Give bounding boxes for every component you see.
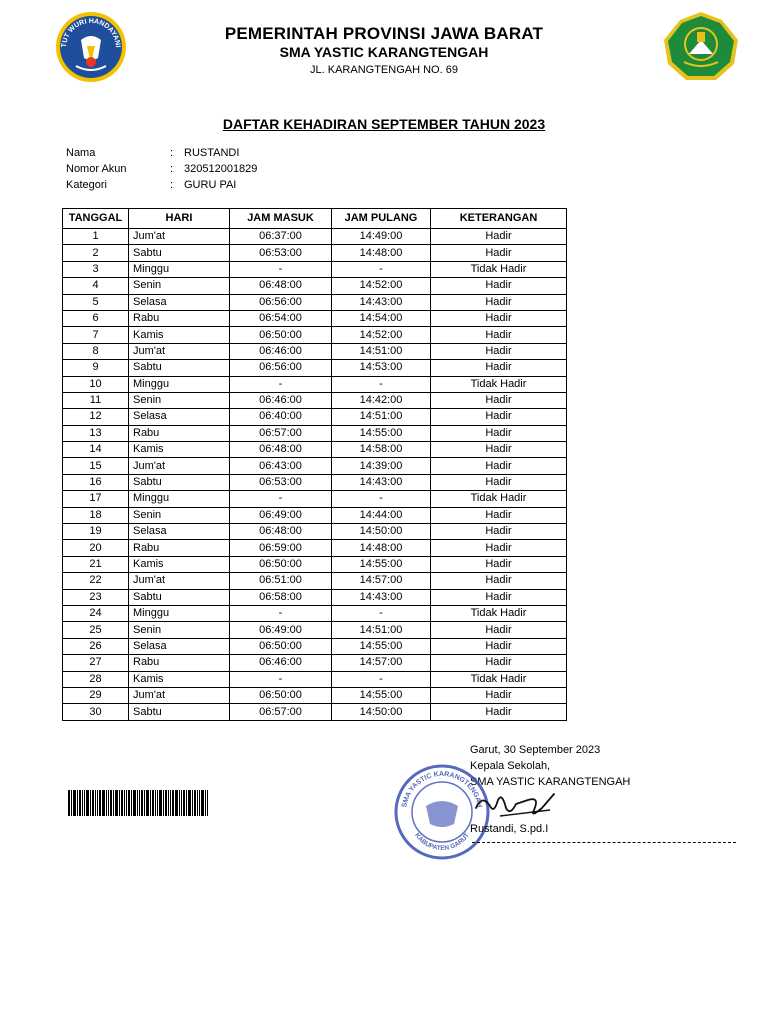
cell-tanggal: 13: [63, 425, 129, 441]
cell-jam-masuk: -: [230, 605, 332, 621]
school-address: JL. KARANGTENGAH NO. 69: [310, 64, 458, 76]
cell-tanggal: 6: [63, 310, 129, 326]
table-row: [63, 605, 567, 621]
info-row-nomor-akun: [66, 163, 257, 179]
cell-keterangan: Hadir: [431, 343, 567, 359]
stamp-text: SMA YASTIC KARANGTENGAH: [401, 770, 483, 809]
cell-tanggal: 3: [63, 261, 129, 277]
table-row: [63, 245, 567, 261]
cell-hari: Kamis: [129, 671, 230, 687]
column-header-jam-masuk: JAM MASUK: [230, 209, 332, 229]
cell-hari: Selasa: [129, 524, 230, 540]
cell-keterangan: Tidak Hadir: [431, 261, 567, 277]
cell-keterangan: Hadir: [431, 556, 567, 572]
info-row-nama: [66, 147, 239, 163]
cell-hari: Selasa: [129, 638, 230, 654]
cell-keterangan: Hadir: [431, 392, 567, 408]
cell-jam-masuk: -: [230, 376, 332, 392]
table-row: [63, 474, 567, 490]
table-row: [63, 360, 567, 376]
cell-tanggal: 14: [63, 442, 129, 458]
cell-keterangan: Hadir: [431, 442, 567, 458]
cell-jam-pulang: 14:57:00: [332, 655, 431, 671]
table-row: [63, 409, 567, 425]
cell-keterangan: Hadir: [431, 229, 567, 245]
cell-tanggal: 11: [63, 392, 129, 408]
cell-keterangan: Hadir: [431, 573, 567, 589]
cell-jam-masuk: 06:40:00: [230, 409, 332, 425]
cell-tanggal: 29: [63, 687, 129, 703]
cell-jam-masuk: 06:57:00: [230, 425, 332, 441]
cell-jam-pulang: -: [332, 376, 431, 392]
cell-tanggal: 27: [63, 655, 129, 671]
cell-hari: Rabu: [129, 310, 230, 326]
government-title: PEMERINTAH PROVINSI JAWA BARAT: [224, 24, 544, 43]
table-row: [63, 343, 567, 359]
cell-jam-pulang: 14:51:00: [332, 343, 431, 359]
cell-keterangan: Hadir: [431, 294, 567, 310]
cell-hari: Jum'at: [129, 573, 230, 589]
cell-keterangan: Hadir: [431, 458, 567, 474]
cell-jam-pulang: 14:50:00: [332, 524, 431, 540]
cell-tanggal: 23: [63, 589, 129, 605]
cell-hari: Senin: [129, 278, 230, 294]
cell-jam-pulang: 14:44:00: [332, 507, 431, 523]
cell-keterangan: Hadir: [431, 655, 567, 671]
cell-jam-pulang: 14:52:00: [332, 327, 431, 343]
cell-tanggal: 21: [63, 556, 129, 572]
cell-jam-pulang: 14:43:00: [332, 589, 431, 605]
cell-tanggal: 22: [63, 573, 129, 589]
cell-jam-pulang: 14:58:00: [332, 442, 431, 458]
cell-jam-masuk: 06:48:00: [230, 442, 332, 458]
cell-jam-pulang: 14:55:00: [332, 687, 431, 703]
cell-keterangan: Tidak Hadir: [431, 491, 567, 507]
table-row: [63, 671, 567, 687]
table-row: [63, 229, 567, 245]
table-row: [63, 294, 567, 310]
table-row: [63, 310, 567, 326]
cell-jam-pulang: 14:48:00: [332, 540, 431, 556]
cell-hari: Jum'at: [129, 458, 230, 474]
table-row: [63, 638, 567, 654]
cell-jam-pulang: 14:48:00: [332, 245, 431, 261]
table-row: [63, 589, 567, 605]
cell-hari: Sabtu: [129, 474, 230, 490]
cell-tanggal: 5: [63, 294, 129, 310]
cell-jam-masuk: 06:56:00: [230, 360, 332, 376]
cell-jam-masuk: 06:43:00: [230, 458, 332, 474]
table-row: [63, 261, 567, 277]
table-row: [63, 278, 567, 294]
info-value: 320512001829: [184, 163, 258, 175]
cell-hari: Jum'at: [129, 687, 230, 703]
cell-jam-masuk: 06:50:00: [230, 556, 332, 572]
info-colon: :: [170, 147, 174, 159]
cell-jam-masuk: 06:54:00: [230, 310, 332, 326]
cell-jam-pulang: 14:50:00: [332, 704, 431, 720]
cell-hari: Kamis: [129, 556, 230, 572]
cell-hari: Rabu: [129, 425, 230, 441]
info-value: RUSTANDI: [184, 147, 240, 159]
cell-tanggal: 9: [63, 360, 129, 376]
cell-jam-pulang: 14:39:00: [332, 458, 431, 474]
document-title: DAFTAR KEHADIRAN SEPTEMBER TAHUN 2023: [222, 116, 546, 132]
cell-jam-pulang: 14:55:00: [332, 556, 431, 572]
cell-keterangan: Hadir: [431, 622, 567, 638]
cell-jam-pulang: 14:54:00: [332, 310, 431, 326]
cell-hari: Rabu: [129, 540, 230, 556]
table-row: [63, 458, 567, 474]
cell-jam-pulang: 14:49:00: [332, 229, 431, 245]
cell-jam-masuk: 06:49:00: [230, 507, 332, 523]
cell-keterangan: Hadir: [431, 425, 567, 441]
cell-hari: Sabtu: [129, 245, 230, 261]
cell-tanggal: 8: [63, 343, 129, 359]
attendance-table: [62, 208, 567, 721]
cell-jam-masuk: 06:37:00: [230, 229, 332, 245]
cell-jam-masuk: 06:46:00: [230, 392, 332, 408]
cell-jam-masuk: -: [230, 671, 332, 687]
info-value: GURU PAI: [184, 179, 237, 191]
cell-jam-pulang: -: [332, 605, 431, 621]
table-row: [63, 327, 567, 343]
stamp-bottom-text: KABUPATEN GARUT: [413, 831, 471, 853]
cell-tanggal: 1: [63, 229, 129, 245]
cell-jam-pulang: -: [332, 491, 431, 507]
cell-jam-masuk: 06:48:00: [230, 524, 332, 540]
cell-hari: Rabu: [129, 655, 230, 671]
cell-jam-pulang: 14:52:00: [332, 278, 431, 294]
cell-jam-masuk: -: [230, 491, 332, 507]
cell-keterangan: Hadir: [431, 638, 567, 654]
signature-place-date: Garut, 30 September 2023: [470, 744, 601, 756]
table-row: [63, 425, 567, 441]
cell-keterangan: Hadir: [431, 327, 567, 343]
signature-block: [470, 742, 630, 790]
cell-tanggal: 20: [63, 540, 129, 556]
cell-jam-masuk: 06:50:00: [230, 327, 332, 343]
info-colon: :: [170, 179, 174, 191]
cell-jam-pulang: 14:51:00: [332, 409, 431, 425]
cell-jam-pulang: 14:42:00: [332, 392, 431, 408]
cell-jam-masuk: 06:48:00: [230, 278, 332, 294]
cell-jam-pulang: 14:55:00: [332, 425, 431, 441]
table-row: [63, 704, 567, 720]
table-row: [63, 524, 567, 540]
cell-keterangan: Hadir: [431, 524, 567, 540]
cell-tanggal: 28: [63, 671, 129, 687]
cell-jam-masuk: 06:46:00: [230, 343, 332, 359]
cell-jam-masuk: 06:50:00: [230, 638, 332, 654]
cell-jam-pulang: 14:53:00: [332, 360, 431, 376]
cell-jam-masuk: 06:46:00: [230, 655, 332, 671]
table-row: [63, 491, 567, 507]
column-header-keterangan: KETERANGAN: [431, 209, 567, 229]
cell-tanggal: 2: [63, 245, 129, 261]
cell-jam-pulang: 14:43:00: [332, 294, 431, 310]
cell-hari: Selasa: [129, 294, 230, 310]
cell-keterangan: Hadir: [431, 589, 567, 605]
cell-hari: Minggu: [129, 261, 230, 277]
cell-jam-masuk: 06:58:00: [230, 589, 332, 605]
table-row: [63, 376, 567, 392]
cell-keterangan: Hadir: [431, 245, 567, 261]
cell-jam-masuk: 06:53:00: [230, 474, 332, 490]
cell-tanggal: 30: [63, 704, 129, 720]
table-row: [63, 507, 567, 523]
column-header-jam-pulang: JAM PULANG: [332, 209, 431, 229]
table-header-row: [63, 209, 567, 229]
cell-hari: Sabtu: [129, 704, 230, 720]
info-label: Kategori: [66, 179, 107, 191]
cell-tanggal: 17: [63, 491, 129, 507]
cell-hari: Senin: [129, 622, 230, 638]
cell-tanggal: 15: [63, 458, 129, 474]
table-row: [63, 573, 567, 589]
cell-keterangan: Hadir: [431, 409, 567, 425]
table-row: [63, 655, 567, 671]
table-row: [63, 540, 567, 556]
cell-keterangan: Hadir: [431, 360, 567, 376]
info-label: Nomor Akun: [66, 163, 127, 175]
cell-tanggal: 19: [63, 524, 129, 540]
cell-jam-masuk: 06:51:00: [230, 573, 332, 589]
table-row: [63, 442, 567, 458]
cell-jam-masuk: 06:49:00: [230, 622, 332, 638]
cell-hari: Sabtu: [129, 589, 230, 605]
cell-hari: Jum'at: [129, 229, 230, 245]
cell-keterangan: Hadir: [431, 687, 567, 703]
cell-hari: Selasa: [129, 409, 230, 425]
cell-jam-masuk: -: [230, 261, 332, 277]
logo-left-text: TUT WURI HANDAYANI: [60, 17, 122, 48]
cell-jam-pulang: 14:43:00: [332, 474, 431, 490]
cell-keterangan: Hadir: [431, 474, 567, 490]
cell-hari: Sabtu: [129, 360, 230, 376]
column-header-tanggal: TANGGAL: [63, 209, 129, 229]
handwritten-signature: [470, 786, 560, 826]
table-row: [63, 556, 567, 572]
signature-dashed-line: [472, 842, 736, 843]
cell-keterangan: Tidak Hadir: [431, 671, 567, 687]
cell-tanggal: 4: [63, 278, 129, 294]
cell-jam-pulang: 14:57:00: [332, 573, 431, 589]
cell-tanggal: 25: [63, 622, 129, 638]
cell-jam-masuk: 06:56:00: [230, 294, 332, 310]
signatory-name: Rustandi, S.pd.I: [470, 823, 549, 835]
cell-keterangan: Hadir: [431, 704, 567, 720]
cell-jam-pulang: -: [332, 671, 431, 687]
cell-keterangan: Tidak Hadir: [431, 376, 567, 392]
cell-tanggal: 12: [63, 409, 129, 425]
table-row: [63, 622, 567, 638]
info-colon: :: [170, 163, 174, 175]
cell-jam-pulang: 14:55:00: [332, 638, 431, 654]
cell-tanggal: 7: [63, 327, 129, 343]
cell-hari: Kamis: [129, 327, 230, 343]
school-name: SMA YASTIC KARANGTENGAH: [279, 44, 489, 60]
cell-hari: Senin: [129, 507, 230, 523]
cell-jam-pulang: 14:51:00: [332, 622, 431, 638]
signature-role: Kepala Sekolah,: [470, 760, 551, 772]
cell-hari: Minggu: [129, 376, 230, 392]
cell-keterangan: Hadir: [431, 310, 567, 326]
cell-jam-masuk: 06:50:00: [230, 687, 332, 703]
cell-hari: Kamis: [129, 442, 230, 458]
signature-institution: SMA YASTIC KARANGTENGAH: [470, 776, 631, 788]
cell-jam-pulang: -: [332, 261, 431, 277]
column-header-hari: HARI: [129, 209, 230, 229]
cell-tanggal: 18: [63, 507, 129, 523]
cell-hari: Minggu: [129, 605, 230, 621]
cell-keterangan: Hadir: [431, 507, 567, 523]
cell-jam-masuk: 06:59:00: [230, 540, 332, 556]
cell-tanggal: 16: [63, 474, 129, 490]
cell-jam-masuk: 06:57:00: [230, 704, 332, 720]
table-row: [63, 392, 567, 408]
cell-keterangan: Hadir: [431, 278, 567, 294]
cell-keterangan: Tidak Hadir: [431, 605, 567, 621]
cell-jam-masuk: 06:53:00: [230, 245, 332, 261]
barcode-image: [68, 790, 208, 816]
cell-keterangan: Hadir: [431, 540, 567, 556]
cell-hari: Senin: [129, 392, 230, 408]
cell-hari: Minggu: [129, 491, 230, 507]
cell-hari: Jum'at: [129, 343, 230, 359]
cell-tanggal: 24: [63, 605, 129, 621]
cell-tanggal: 26: [63, 638, 129, 654]
cell-tanggal: 10: [63, 376, 129, 392]
info-row-kategori: [66, 179, 236, 195]
table-row: [63, 687, 567, 703]
info-label: Nama: [66, 147, 96, 159]
